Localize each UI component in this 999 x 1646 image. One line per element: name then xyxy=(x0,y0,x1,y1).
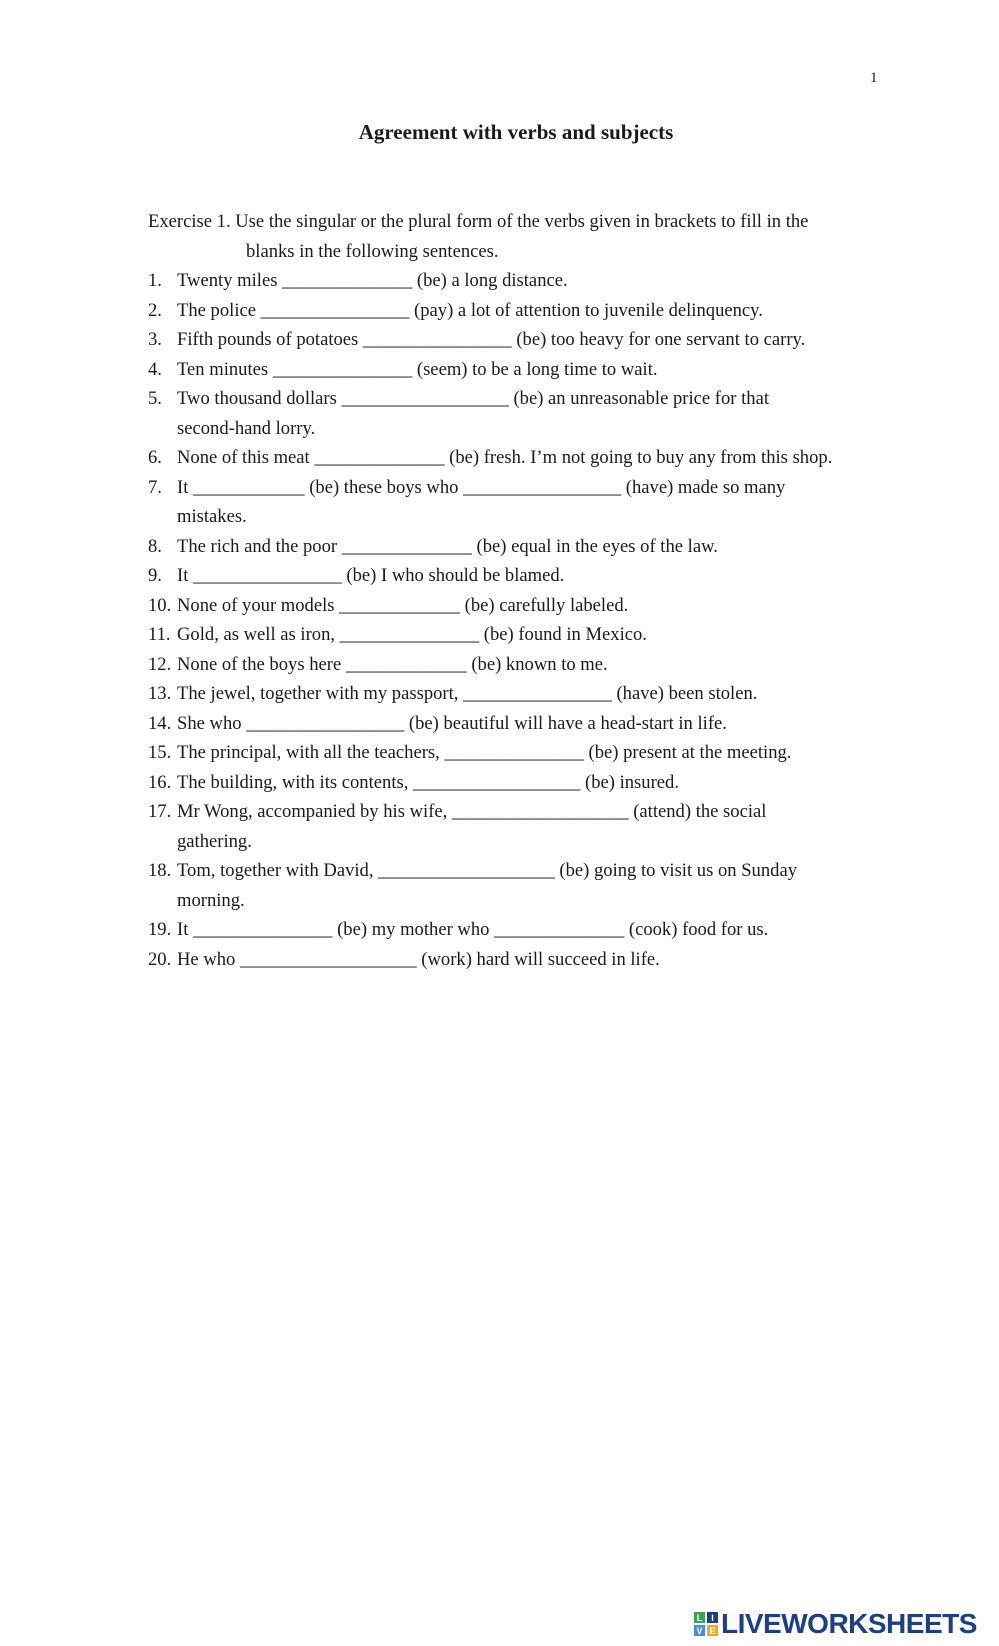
question-item xyxy=(148,355,888,385)
page-number: 1 xyxy=(870,70,878,86)
question-text: Two thousand dollars __________________ (be) an unreasonable price for that second-hand lorry. xyxy=(177,388,770,439)
logo-tile: E xyxy=(707,1625,718,1636)
question-item xyxy=(148,443,888,473)
question-text: Gold, as well as iron, _______________ (be) found in Mexico. xyxy=(177,624,647,645)
question-number: 5. xyxy=(148,388,162,409)
question-item xyxy=(148,325,888,355)
logo-tiles-icon xyxy=(694,1612,718,1636)
question-number: 7. xyxy=(148,476,162,498)
question-item xyxy=(148,768,888,798)
question-number: 10. xyxy=(148,594,172,616)
question-item xyxy=(148,620,888,650)
question-item xyxy=(148,650,888,680)
liveworksheets-logo xyxy=(694,1608,977,1640)
question-number: 9. xyxy=(148,565,162,586)
question-item xyxy=(148,945,888,975)
question-text: It ____________ (be) these boys who _________________ (have) made so many mistakes. xyxy=(177,476,786,527)
question-item xyxy=(148,915,888,945)
question-item xyxy=(148,561,888,591)
question-item xyxy=(148,679,888,709)
question-item xyxy=(148,856,888,915)
question-number: 4. xyxy=(148,358,162,380)
logo-tile: L xyxy=(694,1612,705,1623)
question-number: 13. xyxy=(148,683,172,704)
question-text: She who _________________ (be) beautiful will have a head-start in life. xyxy=(177,712,727,734)
instruction-line-1: Exercise 1. Use the singular or the plural form of the verbs given in brackets to fill in the xyxy=(148,211,809,232)
question-text: It ________________ (be) I who should be blamed. xyxy=(177,565,565,586)
question-number: 11. xyxy=(148,624,171,645)
question-text: Mr Wong, accompanied by his wife, ___________________ (attend) the social gathering. xyxy=(177,801,767,852)
question-number: 12. xyxy=(148,653,172,675)
question-number: 17. xyxy=(148,801,172,822)
question-text: None of the boys here _____________ (be) known to me. xyxy=(177,653,608,675)
question-text: He who ___________________ (work) hard will succeed in life. xyxy=(177,948,660,970)
logo-text: LIVEWORKSHEETS xyxy=(721,1608,977,1639)
question-item xyxy=(148,266,888,296)
question-item xyxy=(148,532,888,562)
question-text: Tom, together with David, ___________________ (be) going to visit us on Sunday morning. xyxy=(177,860,797,911)
question-number: 6. xyxy=(148,447,162,468)
question-number: 3. xyxy=(148,329,162,350)
question-text: It _______________ (be) my mother who ______________ (cook) food for us. xyxy=(177,919,769,940)
question-item xyxy=(148,709,888,739)
question-text: The jewel, together with my passport, ________________ (have) been stolen. xyxy=(177,683,758,704)
question-item xyxy=(148,384,888,443)
question-text: Ten minutes _______________ (seem) to be a long time to wait. xyxy=(177,358,658,380)
question-text: None of this meat ______________ (be) fresh. I’m not going to buy any from this shop. xyxy=(177,447,833,468)
question-text: The police ________________ (pay) a lot of attention to juvenile delinquency. xyxy=(177,299,763,321)
question-number: 15. xyxy=(148,742,172,763)
question-item xyxy=(148,473,888,532)
question-number: 2. xyxy=(148,299,162,321)
logo-tile: I xyxy=(707,1612,718,1623)
question-item xyxy=(148,738,888,768)
question-item xyxy=(148,591,888,621)
worksheet-content xyxy=(148,207,888,974)
question-text: The building, with its contents, __________________ (be) insured. xyxy=(177,771,679,793)
question-list xyxy=(148,266,888,974)
question-number: 20. xyxy=(148,948,172,970)
question-item xyxy=(148,797,888,856)
question-item xyxy=(148,296,888,326)
question-number: 8. xyxy=(148,535,162,557)
exercise-instruction xyxy=(148,207,888,266)
logo-tile: V xyxy=(694,1625,705,1636)
question-text: None of your models _____________ (be) carefully labeled. xyxy=(177,594,629,616)
question-text: Twenty miles ______________ (be) a long distance. xyxy=(177,270,568,291)
question-number: 16. xyxy=(148,771,172,793)
instruction-line-2: blanks in the following sentences. xyxy=(246,240,499,262)
question-text: Fifth pounds of potatoes ________________ (be) too heavy for one servant to carry. xyxy=(177,329,806,350)
question-text: The rich and the poor ______________ (be) equal in the eyes of the law. xyxy=(177,535,718,557)
question-number: 18. xyxy=(148,860,172,881)
question-number: 19. xyxy=(148,919,172,940)
question-number: 14. xyxy=(148,712,172,734)
page-title: Agreement with verbs and subjects xyxy=(358,120,674,144)
question-number: 1. xyxy=(148,270,162,291)
question-text: The principal, with all the teachers, _______________ (be) present at the meeting. xyxy=(177,742,792,763)
